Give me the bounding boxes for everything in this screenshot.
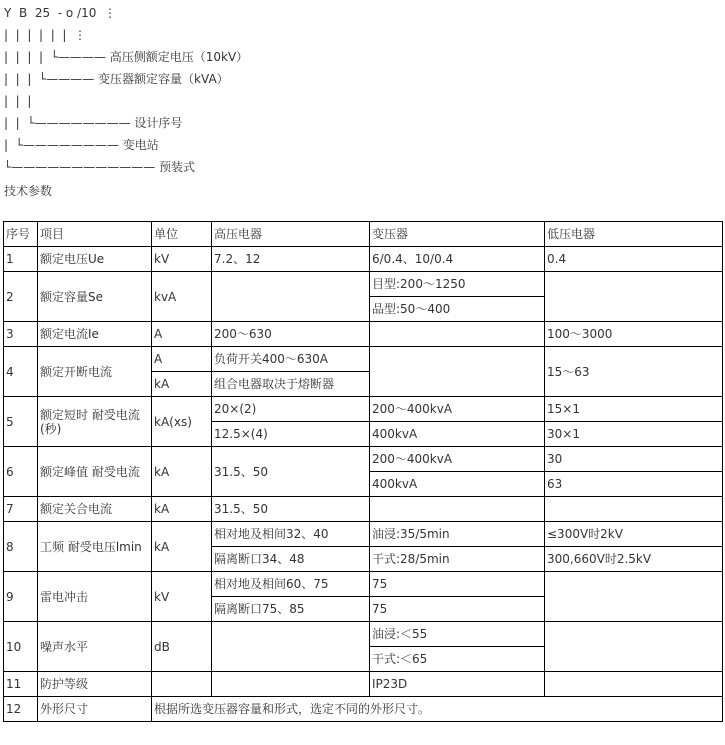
transformer-cell: 75 bbox=[370, 572, 545, 597]
table-row bbox=[4, 347, 723, 372]
item-cell: 工频 耐受电压lmin bbox=[38, 522, 152, 572]
header-cell: 序号 bbox=[4, 222, 38, 247]
transformer-cell: 干式:28/5min bbox=[370, 547, 545, 572]
item-cell: 额定开断电流 bbox=[38, 347, 152, 397]
item-cell: 雷电冲击 bbox=[38, 572, 152, 622]
lv-cell: 0.4 bbox=[545, 247, 723, 272]
transformer-cell bbox=[370, 497, 545, 522]
unit-cell: kV bbox=[152, 247, 212, 272]
transformer-cell: 品型:50～400 bbox=[370, 297, 545, 322]
hv-cell: 负荷开关400～630A bbox=[212, 347, 370, 372]
lv-cell: 100～3000 bbox=[545, 322, 723, 347]
transformer-cell: 400kvA bbox=[370, 472, 545, 497]
table-row bbox=[4, 272, 723, 297]
hv-cell bbox=[212, 622, 370, 672]
lv-cell: 30×1 bbox=[545, 422, 723, 447]
table-row bbox=[4, 497, 723, 522]
row-number: 11 bbox=[4, 672, 38, 697]
item-cell: 额定电压Ue bbox=[38, 247, 152, 272]
diagram-label-prefab: └———————————— 预装式 bbox=[4, 160, 196, 174]
header-cell: 高压电器 bbox=[212, 222, 370, 247]
hv-cell: 7.2、12 bbox=[212, 247, 370, 272]
row-number: 9 bbox=[4, 572, 38, 622]
lv-cell: ≤300V时2kV bbox=[545, 522, 723, 547]
lv-cell bbox=[545, 672, 723, 697]
unit-cell: kA bbox=[152, 522, 212, 572]
hv-cell: 31.5、50 bbox=[212, 497, 370, 522]
lv-cell: 300,660V时2.5kV bbox=[545, 547, 723, 572]
transformer-cell bbox=[370, 347, 545, 397]
section-title: 技术参数 bbox=[4, 184, 53, 198]
item-cell: 额定容量Se bbox=[38, 272, 152, 322]
table-row bbox=[4, 447, 723, 472]
table-row bbox=[4, 697, 723, 722]
transformer-cell: 400kvA bbox=[370, 422, 545, 447]
table-row bbox=[4, 622, 723, 647]
diagram-branch-line: | | | bbox=[4, 94, 32, 108]
transformer-cell: IP23D bbox=[370, 672, 545, 697]
table-row bbox=[4, 247, 723, 272]
item-cell: 额定峰值 耐受电流 bbox=[38, 447, 152, 497]
transformer-cell: 200～400kvA bbox=[370, 447, 545, 472]
row-number: 1 bbox=[4, 247, 38, 272]
row-number: 10 bbox=[4, 622, 38, 672]
transformer-cell: 目型:200～1250 bbox=[370, 272, 545, 297]
transformer-cell: 75 bbox=[370, 597, 545, 622]
table-row bbox=[4, 672, 723, 697]
hv-cell bbox=[212, 672, 370, 697]
lv-cell: 30 bbox=[545, 447, 723, 472]
row-number: 4 bbox=[4, 347, 38, 397]
unit-cell: dB bbox=[152, 622, 212, 672]
lv-cell bbox=[545, 497, 723, 522]
diagram-label-design-no: | | └———————— 设计序号 bbox=[4, 116, 183, 130]
lv-cell: 15×1 bbox=[545, 397, 723, 422]
lv-cell: 63 bbox=[545, 472, 723, 497]
item-cell: 噪声水平 bbox=[38, 622, 152, 672]
hv-cell: 隔离断口75、85 bbox=[212, 597, 370, 622]
hv-cell: 31.5、50 bbox=[212, 447, 370, 497]
lv-cell: 15～63 bbox=[545, 347, 723, 397]
hv-cell: 相对地及相间32、40 bbox=[212, 522, 370, 547]
table-header-row bbox=[4, 222, 723, 247]
row-number: 6 bbox=[4, 447, 38, 497]
dimension-note: 根据所选变压器容量和形式，选定不同的外形尺寸。 bbox=[152, 697, 723, 722]
unit-cell: kA bbox=[152, 372, 212, 397]
row-number: 7 bbox=[4, 497, 38, 522]
header-cell: 变压器 bbox=[370, 222, 545, 247]
lv-cell bbox=[545, 272, 723, 322]
unit-cell: kA bbox=[152, 447, 212, 497]
row-number: 5 bbox=[4, 397, 38, 447]
diagram-label-substation: | └———————— 变电站 bbox=[4, 138, 159, 152]
unit-cell: A bbox=[152, 322, 212, 347]
table-row bbox=[4, 397, 723, 422]
table-row bbox=[4, 522, 723, 547]
hv-cell: 组合电器取决于熔断器 bbox=[212, 372, 370, 397]
unit-cell: A bbox=[152, 347, 212, 372]
transformer-cell: 油浸:35/5min bbox=[370, 522, 545, 547]
hv-cell: 相对地及相间60、75 bbox=[212, 572, 370, 597]
unit-cell: kA(xs) bbox=[152, 397, 212, 447]
transformer-cell: 油浸:＜55 bbox=[370, 622, 545, 647]
table-row bbox=[4, 572, 723, 597]
lv-cell bbox=[545, 622, 723, 672]
diagram-label-capacity: | | | └———— 变压器额定容量（kVA） bbox=[4, 72, 229, 86]
hv-cell: 20×(2) bbox=[212, 397, 370, 422]
unit-cell: kV bbox=[152, 572, 212, 622]
hv-cell: 隔离断口34、48 bbox=[212, 547, 370, 572]
unit-cell: kA bbox=[152, 497, 212, 522]
hv-cell: 12.5×(4) bbox=[212, 422, 370, 447]
header-cell: 单位 bbox=[152, 222, 212, 247]
row-number: 3 bbox=[4, 322, 38, 347]
item-cell: 外形尺寸 bbox=[38, 697, 152, 722]
transformer-cell: 干式:＜65 bbox=[370, 647, 545, 672]
transformer-cell bbox=[370, 322, 545, 347]
item-cell: 额定关合电流 bbox=[38, 497, 152, 522]
table-row bbox=[4, 322, 723, 347]
item-cell: 额定短时 耐受电流(秒) bbox=[38, 397, 152, 447]
row-number: 2 bbox=[4, 272, 38, 322]
item-cell: 额定电流Ie bbox=[38, 322, 152, 347]
row-number: 8 bbox=[4, 522, 38, 572]
spec-table bbox=[3, 221, 723, 722]
transformer-cell: 200～400kvA bbox=[370, 397, 545, 422]
unit-cell bbox=[152, 672, 212, 697]
model-code-line: Y B 25 - o /10 ⋮ bbox=[4, 6, 116, 20]
lv-cell bbox=[545, 572, 723, 622]
unit-cell: kvA bbox=[152, 272, 212, 322]
hv-cell bbox=[212, 272, 370, 322]
header-cell: 项目 bbox=[38, 222, 152, 247]
transformer-cell: 6/0.4、10/0.4 bbox=[370, 247, 545, 272]
row-number: 12 bbox=[4, 697, 38, 722]
diagram-branch-line: | | | | | | ⋮ bbox=[4, 28, 87, 42]
hv-cell: 200～630 bbox=[212, 322, 370, 347]
diagram-label-hv-voltage: | | | | └———— 高压侧额定电压（10kV） bbox=[4, 50, 249, 64]
item-cell: 防护等级 bbox=[38, 672, 152, 697]
header-cell: 低压电器 bbox=[545, 222, 723, 247]
